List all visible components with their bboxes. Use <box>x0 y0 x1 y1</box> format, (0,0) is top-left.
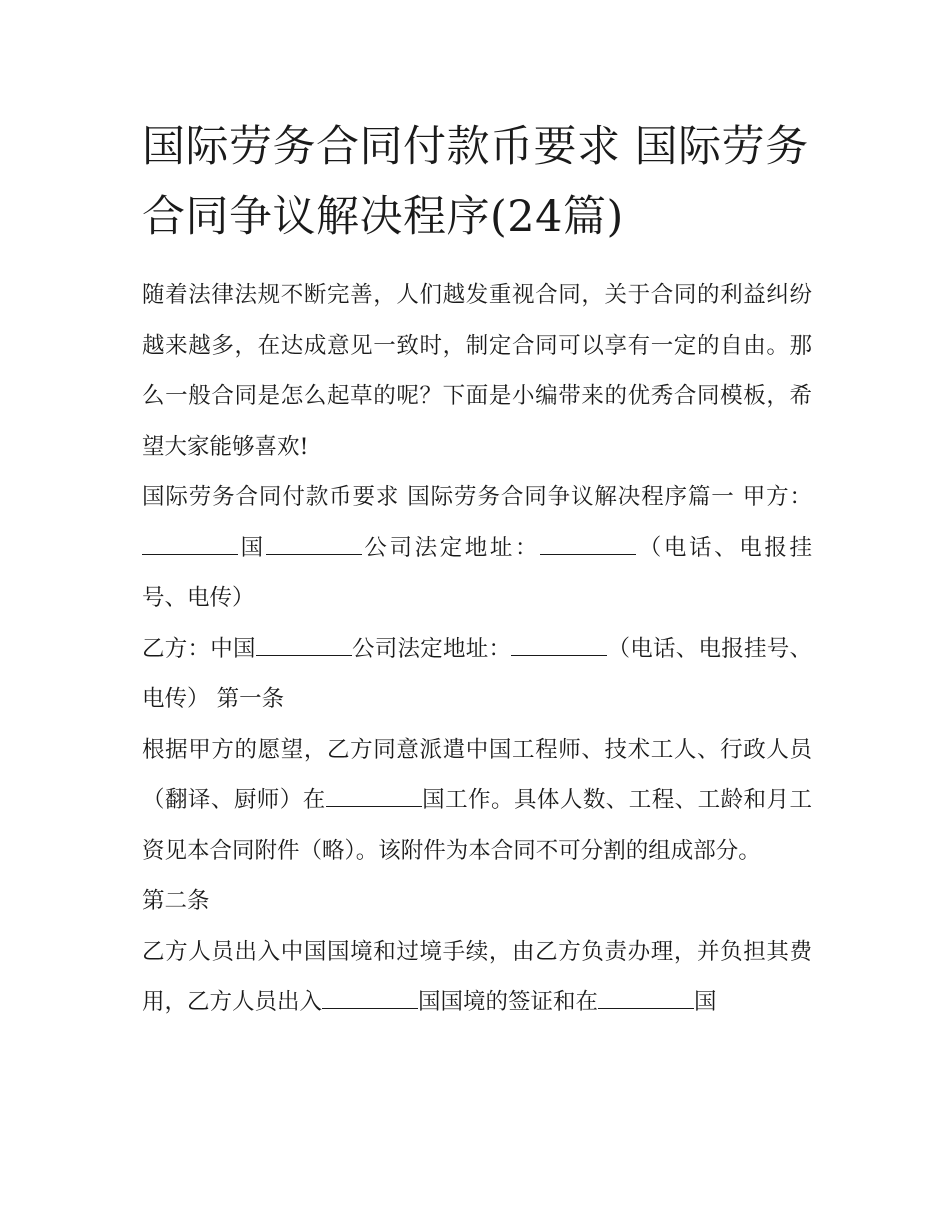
article-2-text-after: 国 <box>694 989 717 1015</box>
blank-line <box>511 633 607 656</box>
blank-line <box>142 532 238 555</box>
party-a-paragraph <box>142 472 812 624</box>
blank-line <box>540 532 636 555</box>
party-a-address-label: 公司法定地址： <box>361 534 541 561</box>
article-1-text-after: 国工作。具体人数、工程、工龄和月工资见本合同附件（略）。该附件为本合同不可分割的组成部分。 <box>142 787 812 864</box>
article-2-text-middle: 国国境的签证和在 <box>418 989 599 1015</box>
blank-line <box>256 633 352 656</box>
party-a-contact: （电话、电报挂号、电传） <box>142 534 812 611</box>
party-b-paragraph <box>142 624 812 725</box>
blank-line <box>266 532 362 555</box>
intro-paragraph: 随着法律法规不断完善，人们越发重视合同，关于合同的利益纠纷越来越多，在达成意见一致时，制定合同可以享有一定的自由。那么一般合同是怎么起草的呢？下面是小编带来的优秀合同模板，希望大家能够喜欢! <box>142 282 812 460</box>
blank-line <box>326 784 422 807</box>
article-1-text-before: 根据甲方的愿望，乙方同意派遣中国工程师、技术工人、行政人员（翻译、厨师）在 <box>142 736 812 813</box>
document-page <box>142 112 812 1028</box>
party-a-country-suffix: 国 <box>238 534 266 561</box>
party-b-address-label: 公司法定地址： <box>351 635 512 662</box>
blank-line <box>322 986 418 1009</box>
document-title: 国际劳务合同付款币要求 国际劳务合同争议解决程序(24篇) <box>142 122 809 242</box>
party-b-contact: （电话、电报挂号、电传） 第一条 <box>142 635 812 712</box>
article-2-text-before: 乙方人员出入中国国境和过境手续，由乙方负责办理，并负担其费用，乙方人员出入 <box>142 938 812 1015</box>
article-1-paragraph <box>142 725 812 877</box>
party-b-lead: 乙方：中国 <box>142 635 256 662</box>
party-a-lead: 国际劳务合同付款币要求 国际劳务合同争议解决程序篇一 甲方： <box>142 484 812 510</box>
article-2-paragraph <box>142 927 812 1028</box>
article-2-heading: 第二条 <box>142 888 210 914</box>
blank-line <box>598 986 694 1009</box>
